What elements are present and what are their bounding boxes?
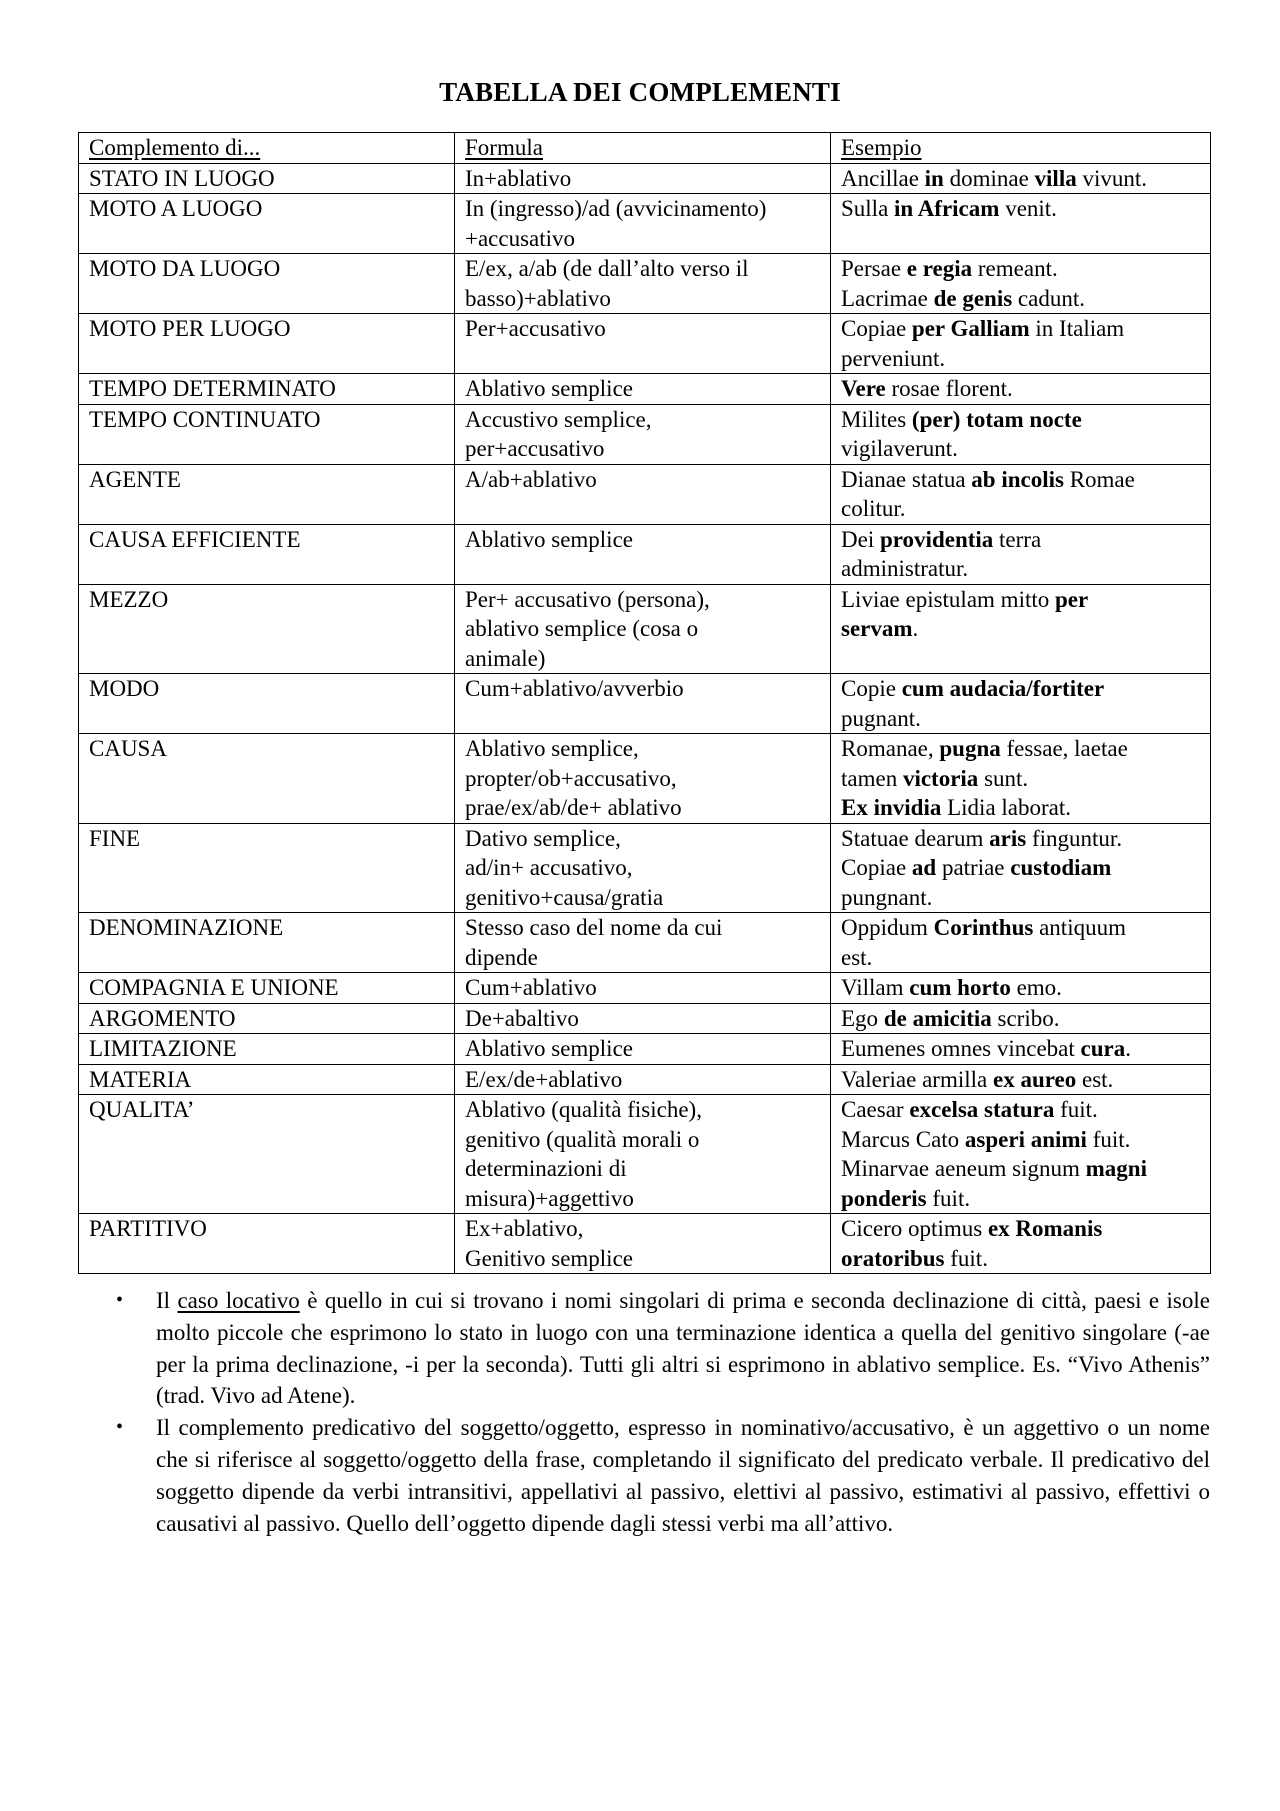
example-line: [841, 824, 1200, 854]
example-text: Statuae dearum: [841, 825, 990, 851]
example-text: patriae: [936, 855, 1011, 880]
complement-name: MOTO A LUOGO: [79, 194, 455, 254]
formula-line: misura)+aggettivo: [465, 1185, 634, 1211]
table-row: [79, 404, 1211, 464]
complement-name: CAUSA: [79, 734, 455, 824]
example-text: terra: [993, 526, 1042, 552]
complement-formula: [455, 913, 831, 973]
complement-formula: [455, 1214, 831, 1274]
example-line: [841, 1095, 1200, 1125]
example-line: [841, 465, 1200, 495]
complement-example: [831, 584, 1211, 674]
formula-line: E/ex/de+ablativo: [465, 1066, 623, 1092]
complement-name: TEMPO DETERMINATO: [79, 374, 455, 405]
example-text: dominae: [943, 165, 1035, 191]
example-bold-text: in Africam: [894, 196, 1000, 221]
complement-example: [831, 314, 1211, 374]
example-text: Cicero optimus: [841, 1216, 988, 1241]
formula-line: Stesso caso del nome da cui: [465, 915, 723, 940]
example-bold-text: ad: [911, 855, 937, 880]
complement-name: AGENTE: [79, 464, 455, 524]
example-bold-text: villa: [1034, 165, 1077, 191]
example-bold-text: pugna: [939, 736, 1001, 761]
formula-line: Dativo semplice,: [465, 825, 621, 851]
example-bold-text: ponderis: [841, 1185, 927, 1211]
complement-example: [831, 524, 1211, 584]
example-text: tamen: [841, 765, 903, 791]
example-line: [841, 194, 1200, 224]
formula-line: E/ex, a/ab (de dall’alto verso il: [465, 256, 749, 281]
note-text: Il complemento predicativo del soggetto/oggetto, espresso in nominativo/accusativo, è un aggettivo o un nome che si riferisce al soggetto/oggetto della frase, completando il significato del predicato verbale. Il predicativo del soggetto dipende da verbi intransitivi, appellativi al passivo, elettivi al passivo, estimativi al passivo, effettivi o causativi al passivo. Quello dell’oggetto dipende dagli stessi verbi ma all’attivo.: [156, 1415, 1210, 1536]
example-bold-text: (per) totam nocte: [911, 406, 1082, 432]
complement-name: ARGOMENTO: [79, 1003, 455, 1034]
formula-line: dipende: [465, 944, 538, 970]
complement-example: [831, 823, 1211, 913]
complement-example: [831, 674, 1211, 734]
example-text: Romanae,: [841, 736, 940, 761]
complement-example: [831, 1214, 1211, 1274]
complement-formula: [455, 194, 831, 254]
header-formula: Formula: [455, 133, 831, 164]
formula-line: +accusativo: [465, 225, 576, 251]
example-bold-text: ex Romanis: [987, 1216, 1103, 1241]
example-text: remeant.: [972, 256, 1058, 281]
example-bold-text: ex aureo: [992, 1066, 1077, 1092]
example-line: [841, 254, 1200, 284]
formula-line: propter/ob+accusativo,: [465, 765, 677, 791]
example-text: fuit.: [1054, 1097, 1098, 1122]
example-text: Copie: [841, 676, 902, 701]
example-line: [841, 284, 1200, 314]
example-text: fessae, laetae: [1000, 736, 1128, 761]
complement-formula: [455, 1003, 831, 1034]
example-text: rosae florent.: [885, 376, 1013, 401]
example-line: [841, 614, 1200, 644]
example-bold-text: in: [924, 165, 944, 191]
complement-formula: [455, 163, 831, 194]
table-row: [79, 194, 1211, 254]
complement-name: MATERIA: [79, 1064, 455, 1095]
complement-formula: [455, 973, 831, 1004]
complement-formula: [455, 1064, 831, 1095]
example-text: vivunt.: [1076, 165, 1147, 191]
example-bold-text: servam: [841, 616, 913, 641]
example-bold-text: victoria: [902, 765, 979, 791]
example-text: pugnant.: [841, 705, 921, 731]
table-row: [79, 1095, 1211, 1214]
complement-example: [831, 1095, 1211, 1214]
formula-line: genitivo+causa/gratia: [465, 884, 664, 910]
example-bold-text: oratoribus: [841, 1245, 945, 1271]
example-text: scribo.: [991, 1005, 1060, 1031]
formula-line: Ablativo semplice: [465, 526, 633, 552]
note-item: [116, 1412, 1210, 1539]
example-line: [841, 1214, 1200, 1244]
example-text: pungnant.: [841, 884, 933, 910]
complement-name: CAUSA EFFICIENTE: [79, 524, 455, 584]
complement-name: LIMITAZIONE: [79, 1034, 455, 1065]
formula-line: In+ablativo: [465, 165, 572, 191]
complement-formula: [455, 314, 831, 374]
header-esempio: Esempio: [831, 133, 1211, 164]
example-bold-text: de amicitia: [883, 1005, 992, 1031]
table-header-row: [79, 133, 1211, 164]
example-text: colitur.: [841, 496, 906, 521]
formula-line: Ex+ablativo,: [465, 1216, 584, 1241]
example-line: [841, 734, 1200, 764]
note-underlined-term: caso locativo: [177, 1288, 300, 1313]
formula-line: A/ab+ablativo: [465, 466, 597, 492]
complement-formula: [455, 1095, 831, 1214]
example-line: [841, 943, 1200, 973]
example-line: [841, 1184, 1200, 1214]
formula-line: Per+accusativo: [465, 316, 606, 341]
table-row: [79, 1003, 1211, 1034]
example-text: Liviae epistulam mitto: [841, 586, 1055, 612]
complement-example: [831, 913, 1211, 973]
example-bold-text: de genis: [933, 285, 1013, 311]
example-line: [841, 853, 1200, 883]
table-row: [79, 254, 1211, 314]
complement-name: DENOMINAZIONE: [79, 913, 455, 973]
example-text: vigilaverunt.: [841, 436, 958, 461]
example-text: Oppidum: [841, 915, 934, 940]
complement-formula: [455, 464, 831, 524]
example-line: [841, 405, 1200, 435]
example-bold-text: custodiam: [1010, 855, 1112, 880]
example-line: [841, 1065, 1200, 1095]
example-line: [841, 1004, 1200, 1034]
complement-name: MOTO DA LUOGO: [79, 254, 455, 314]
complement-formula: [455, 734, 831, 824]
complement-name: PARTITIVO: [79, 1214, 455, 1274]
example-bold-text: per Galliam: [911, 316, 1030, 341]
table-row: [79, 734, 1211, 824]
header-complemento: Complemento di...: [79, 133, 455, 164]
example-bold-text: Corinthus: [933, 915, 1034, 940]
example-line: [841, 494, 1200, 524]
note-lead: Il: [156, 1288, 178, 1313]
example-text: Eumenes omnes vincebat: [841, 1036, 1081, 1061]
example-bold-text: e regia: [906, 256, 973, 281]
example-text: Valeriae armilla: [841, 1066, 993, 1092]
formula-line: determinazioni di: [465, 1156, 627, 1181]
example-bold-text: per: [1055, 586, 1089, 612]
formula-line: Per+ accusativo (persona),: [465, 586, 710, 612]
complement-name: MOTO PER LUOGO: [79, 314, 455, 374]
table-row: [79, 464, 1211, 524]
bullet-icon: •: [116, 1416, 124, 1439]
example-line: [841, 913, 1200, 943]
table-row: [79, 1214, 1211, 1274]
complement-formula: [455, 524, 831, 584]
table-body: [79, 163, 1211, 1274]
example-line: [841, 1034, 1200, 1064]
formula-line: Accustivo semplice,: [465, 406, 652, 432]
example-line: [841, 525, 1200, 555]
example-line: [841, 374, 1200, 404]
example-bold-text: cum audacia/fortiter: [901, 676, 1105, 701]
table-row: [79, 314, 1211, 374]
complement-formula: [455, 254, 831, 314]
complement-name: MEZZO: [79, 584, 455, 674]
note-text: è quello in cui si trovano i nomi singolari di prima e seconda declinazione di città, paesi e isole molto piccole che esprimono lo stato in luogo con una terminazione identica a quella del genitivo singolare (-ae per la prima declinazione, -i per la seconda). Tutti gli altri si esprimono in ablativo semplice. Es. “Vivo Athenis” (trad. Vivo ad Atene).: [156, 1288, 1210, 1409]
example-text: Lacrimae: [841, 285, 934, 311]
example-bold-text: asperi animi: [964, 1126, 1087, 1152]
example-text: Marcus Cato: [841, 1126, 965, 1152]
example-bold-text: cura: [1080, 1036, 1126, 1061]
table-row: [79, 674, 1211, 734]
example-text: Ego: [841, 1005, 884, 1031]
formula-line: Cum+ablativo: [465, 975, 597, 1000]
example-text: .: [1125, 1036, 1131, 1061]
example-text: est.: [841, 944, 873, 970]
example-text: Milites: [841, 406, 912, 432]
complement-formula: [455, 374, 831, 405]
example-text: .: [912, 616, 919, 641]
complement-formula: [455, 404, 831, 464]
example-text: Villam: [841, 975, 910, 1000]
table-row: [79, 973, 1211, 1004]
example-text: est.: [1076, 1066, 1114, 1092]
complement-formula: [455, 823, 831, 913]
formula-line: In (ingresso)/ad (avvicinamento): [465, 196, 767, 221]
example-line: [841, 554, 1200, 584]
example-line: [841, 793, 1200, 823]
complement-name: STATO IN LUOGO: [79, 163, 455, 194]
table-row: [79, 374, 1211, 405]
complement-name: MODO: [79, 674, 455, 734]
example-text: emo.: [1010, 975, 1062, 1000]
example-text: in Italiam: [1029, 316, 1125, 341]
notes-list: [116, 1285, 1210, 1539]
complement-name: COMPAGNIA E UNIONE: [79, 973, 455, 1004]
complement-example: [831, 254, 1211, 314]
table-row: [79, 913, 1211, 973]
example-text: Sulla: [841, 196, 895, 221]
example-text: Dei: [841, 526, 880, 552]
example-line: [841, 1125, 1200, 1155]
complement-example: [831, 194, 1211, 254]
table-row: [79, 1034, 1211, 1065]
complement-example: [831, 1034, 1211, 1065]
example-line: [841, 704, 1200, 734]
example-text: fuit.: [1086, 1126, 1131, 1152]
example-bold-text: excelsa statura: [909, 1097, 1055, 1122]
complement-example: [831, 404, 1211, 464]
complement-formula: [455, 1034, 831, 1065]
complement-example: [831, 163, 1211, 194]
example-line: [841, 764, 1200, 794]
complement-example: [831, 973, 1211, 1004]
example-text: Copiae: [841, 316, 912, 341]
formula-line: animale): [465, 645, 546, 671]
complement-formula: [455, 584, 831, 674]
complement-example: [831, 374, 1211, 405]
example-text: fuit.: [926, 1185, 971, 1211]
example-bold-text: ab incolis: [971, 466, 1064, 492]
example-bold-text: magni: [1085, 1156, 1147, 1181]
formula-line: Ablativo semplice,: [465, 736, 639, 761]
complement-name: TEMPO CONTINUATO: [79, 404, 455, 464]
example-text: administratur.: [841, 556, 969, 581]
example-line: [841, 883, 1200, 913]
example-bold-text: providentia: [879, 526, 994, 552]
formula-line: Ablativo semplice: [465, 1036, 633, 1061]
example-text: Persae: [841, 256, 907, 281]
example-line: [841, 1244, 1200, 1274]
complements-table: [78, 132, 1211, 1274]
formula-line: Genitivo semplice: [465, 1245, 633, 1271]
example-line: [841, 434, 1200, 464]
table-row: [79, 163, 1211, 194]
example-text: Minarvae aeneum signum: [841, 1156, 1086, 1181]
example-bold-text: aris: [989, 825, 1027, 851]
table-row: [79, 1064, 1211, 1095]
table-row: [79, 584, 1211, 674]
example-text: venit.: [999, 196, 1057, 221]
example-bold-text: cum horto: [909, 975, 1011, 1000]
complement-example: [831, 1064, 1211, 1095]
table-row: [79, 823, 1211, 913]
complement-example: [831, 464, 1211, 524]
example-line: [841, 344, 1200, 374]
example-text: Copiae: [841, 855, 912, 880]
example-line: [841, 585, 1200, 615]
example-line: [841, 973, 1200, 1003]
example-text: antiquum: [1033, 915, 1126, 940]
formula-line: genitivo (qualità morali o: [465, 1126, 700, 1152]
example-line: [841, 674, 1200, 704]
formula-line: prae/ex/ab/de+ ablativo: [465, 795, 682, 820]
example-text: Ancillae: [841, 165, 925, 191]
formula-line: Cum+ablativo/avverbio: [465, 676, 684, 701]
complement-example: [831, 734, 1211, 824]
formula-line: basso)+ablativo: [465, 285, 611, 311]
example-text: fuit.: [944, 1245, 988, 1271]
formula-line: Ablativo (qualità fisiche),: [465, 1097, 702, 1122]
bullet-icon: •: [116, 1289, 124, 1311]
example-line: [841, 164, 1200, 194]
complement-name: QUALITA’: [79, 1095, 455, 1214]
example-bold-text: Vere: [841, 376, 886, 401]
example-text: Dianae statua: [841, 466, 972, 492]
page-title: TABELLA DEI COMPLEMENTI: [439, 77, 841, 107]
example-text: Lidia laborat.: [941, 795, 1072, 820]
example-text: Romae: [1063, 466, 1135, 492]
example-text: Caesar: [841, 1097, 910, 1122]
example-text: finguntur.: [1026, 825, 1123, 851]
formula-line: ablativo semplice (cosa o: [465, 616, 699, 641]
formula-line: De+abaltivo: [465, 1005, 579, 1031]
formula-line: Ablativo semplice: [465, 376, 633, 401]
formula-line: per+accusativo: [465, 436, 605, 461]
example-line: [841, 314, 1200, 344]
complement-name: FINE: [79, 823, 455, 913]
complement-example: [831, 1003, 1211, 1034]
example-text: perveniunt.: [841, 345, 946, 371]
example-text: cadunt.: [1012, 285, 1085, 311]
example-text: sunt.: [978, 765, 1029, 791]
formula-line: ad/in+ accusativo,: [465, 855, 633, 880]
note-item: [116, 1285, 1210, 1412]
complement-formula: [455, 674, 831, 734]
example-bold-text: Ex invidia: [841, 795, 942, 820]
table-row: [79, 524, 1211, 584]
example-line: [841, 1154, 1200, 1184]
